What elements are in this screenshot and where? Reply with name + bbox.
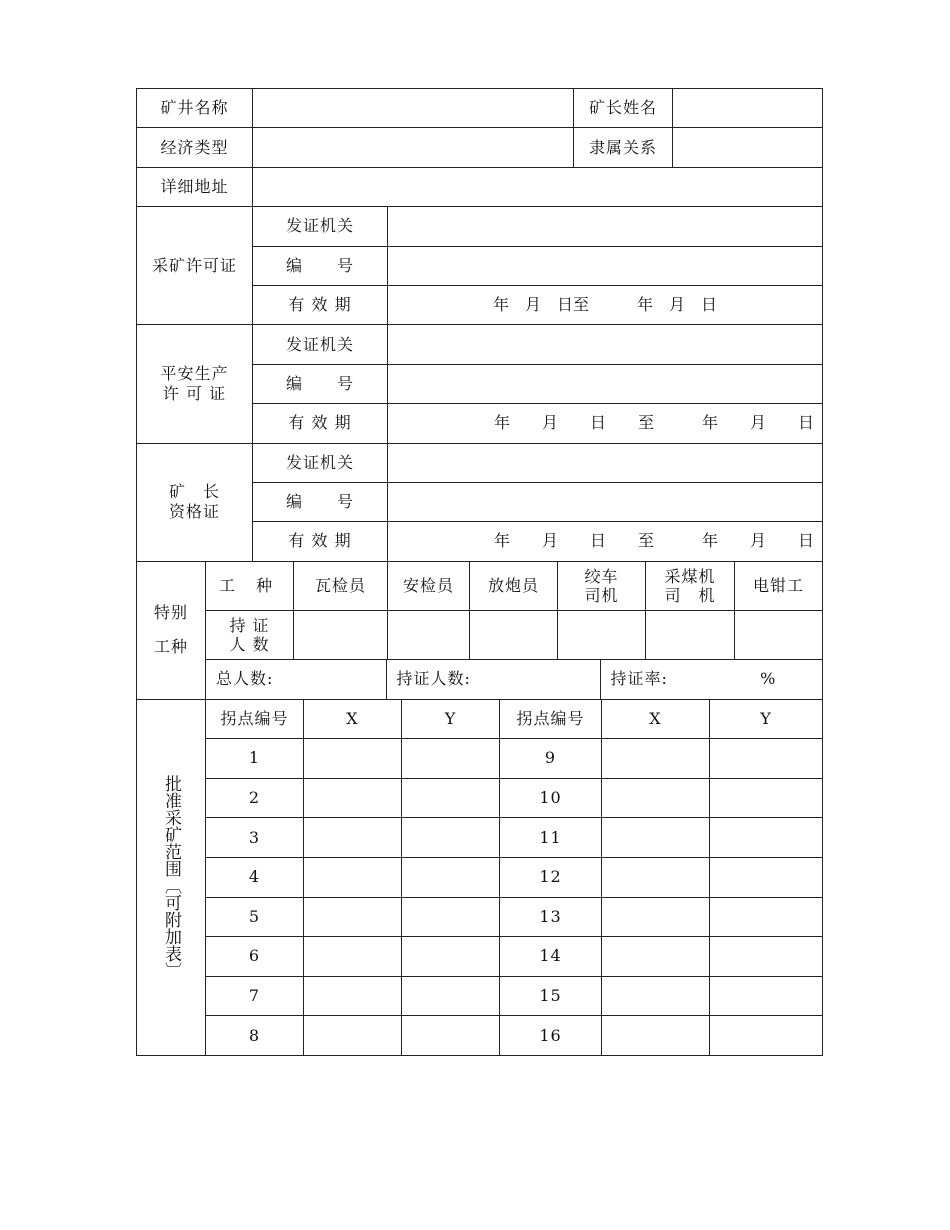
manager-name-label: 矿长姓名 (574, 89, 673, 128)
point-number: 15 (500, 976, 602, 1016)
point-y-field[interactable] (402, 1016, 500, 1056)
point-x-field[interactable] (304, 1016, 402, 1056)
job-types-row (137, 562, 823, 611)
point-number-header: 拐点编号 (500, 700, 602, 739)
job-winch-driver-line1: 绞车 (584, 566, 619, 586)
safety-permit-authority-row (137, 325, 823, 364)
mine-info-form (136, 88, 822, 1056)
point-number: 16 (500, 1016, 602, 1056)
point-number: 14 (500, 937, 602, 977)
manager-cert-label (137, 443, 253, 561)
safety-permit-validity-field[interactable]: 年 月 日 至 年 月 日 (388, 404, 823, 443)
point-x-field[interactable] (304, 976, 402, 1016)
job-type-header: 工 种 (206, 562, 294, 611)
job-shearer-driver-line1: 采煤机 (664, 566, 716, 586)
point-y-field[interactable] (402, 818, 500, 858)
point-x-field[interactable] (602, 739, 710, 779)
certified-total-label: 持证人数: (386, 660, 600, 698)
point-number: 2 (206, 778, 304, 818)
authority-label: 发证机关 (253, 443, 388, 482)
point-x-field[interactable] (304, 857, 402, 897)
job-shearer-driver-line2: 司 机 (664, 585, 716, 605)
range-header-row (137, 700, 823, 739)
job-electrician: 电钳工 (735, 562, 823, 611)
point-x-field[interactable] (602, 818, 710, 858)
certified-count-row (137, 611, 823, 660)
mining-permit-authority-row (137, 207, 823, 246)
point-number: 7 (206, 976, 304, 1016)
economy-type-field[interactable] (253, 128, 574, 167)
total-count-label: 总人数: (206, 660, 386, 698)
special-jobs-label-line1: 特别 (153, 603, 188, 623)
range-point-row (137, 778, 823, 818)
point-number: 13 (500, 897, 602, 937)
winch-driver-count-field[interactable] (558, 611, 646, 660)
electrician-count-field[interactable] (735, 611, 823, 660)
certified-count-label (206, 611, 294, 660)
totals-cell (206, 660, 823, 699)
point-y-field[interactable] (402, 739, 500, 779)
range-point-row (137, 739, 823, 779)
range-point-row (137, 1016, 823, 1056)
manager-cert-authority-field[interactable] (388, 443, 823, 482)
manager-cert-number-field[interactable] (388, 482, 823, 521)
validity-label: 有 效 期 (253, 285, 388, 324)
point-y-field[interactable] (402, 857, 500, 897)
mining-range-label-text: 批准采矿范围〔可附加表〕 (161, 775, 181, 980)
certified-count-label-line1: 持 证 (229, 616, 270, 636)
point-x-field[interactable] (602, 1016, 710, 1056)
point-y-field[interactable] (710, 739, 823, 779)
point-x-field[interactable] (602, 976, 710, 1016)
totals-inner-table (206, 660, 822, 698)
number-label: 编 号 (253, 246, 388, 285)
point-y-field[interactable] (402, 897, 500, 937)
range-point-row (137, 976, 823, 1016)
range-point-row (137, 818, 823, 858)
mine-name-row (137, 89, 823, 128)
point-number: 5 (206, 897, 304, 937)
point-number-header: 拐点编号 (206, 700, 304, 739)
mining-permit-number-field[interactable] (388, 246, 823, 285)
mine-name-field[interactable] (253, 89, 574, 128)
mining-permit-authority-field[interactable] (388, 207, 823, 246)
percent-unit: % (760, 669, 777, 689)
blaster-count-field[interactable] (470, 611, 558, 660)
job-winch-driver (558, 562, 646, 611)
mining-range-label (137, 700, 206, 1056)
mining-range-table (136, 700, 823, 1056)
point-y-field[interactable] (710, 778, 823, 818)
shearer-driver-count-field[interactable] (646, 611, 735, 660)
range-point-row (137, 857, 823, 897)
job-winch-driver-line2: 司机 (584, 585, 619, 605)
y-header: Y (402, 700, 500, 739)
affiliation-field[interactable] (673, 128, 823, 167)
point-y-field[interactable] (710, 857, 823, 897)
totals-row (137, 660, 823, 699)
economy-type-row (137, 128, 823, 167)
job-safety-inspector: 安检员 (388, 562, 470, 611)
manager-name-field[interactable] (673, 89, 823, 128)
special-jobs-table (136, 562, 823, 700)
job-gas-inspector: 瓦检员 (294, 562, 388, 611)
safety-permit-label-line1: 平安生产 (160, 363, 229, 383)
point-x-field[interactable] (304, 778, 402, 818)
manager-cert-label-line2: 资格证 (168, 502, 220, 522)
point-y-field[interactable] (710, 818, 823, 858)
point-y-field[interactable] (402, 937, 500, 977)
gas-inspector-count-field[interactable] (294, 611, 388, 660)
point-number: 9 (500, 739, 602, 779)
validity-label: 有 效 期 (253, 404, 388, 443)
point-x-field[interactable] (602, 897, 710, 937)
certified-rate-cell (600, 660, 822, 698)
address-row (137, 167, 823, 206)
safety-permit-label (137, 325, 253, 443)
point-x-field[interactable] (304, 818, 402, 858)
point-x-field[interactable] (602, 778, 710, 818)
point-y-field[interactable] (710, 937, 823, 977)
safety-permit-label-line2: 许 可 证 (162, 383, 227, 403)
point-x-field[interactable] (602, 857, 710, 897)
point-number: 3 (206, 818, 304, 858)
mining-permit-label: 采矿许可证 (137, 207, 253, 325)
certified-count-label-line2: 人 数 (229, 635, 270, 655)
point-number: 12 (500, 857, 602, 897)
economy-type-label: 经济类型 (137, 128, 253, 167)
mine-name-label: 矿井名称 (137, 89, 253, 128)
point-y-field[interactable] (710, 897, 823, 937)
address-field[interactable] (253, 167, 823, 206)
point-x-field[interactable] (602, 937, 710, 977)
validity-label: 有 效 期 (253, 522, 388, 561)
point-number: 4 (206, 857, 304, 897)
manager-cert-validity-field[interactable]: 年 月 日 至 年 月 日 (388, 522, 823, 561)
safety-inspector-count-field[interactable] (388, 611, 470, 660)
point-number: 8 (206, 1016, 304, 1056)
authority-label: 发证机关 (253, 325, 388, 364)
point-y-field[interactable] (402, 778, 500, 818)
general-permits-table (136, 88, 823, 562)
y-header: Y (710, 700, 823, 739)
point-y-field[interactable] (710, 976, 823, 1016)
safety-permit-number-field[interactable] (388, 364, 823, 403)
number-label: 编 号 (253, 364, 388, 403)
number-label: 编 号 (253, 482, 388, 521)
range-point-row (137, 897, 823, 937)
point-number: 11 (500, 818, 602, 858)
point-y-field[interactable] (710, 1016, 823, 1056)
x-header: X (602, 700, 710, 739)
job-blaster: 放炮员 (470, 562, 558, 611)
point-number: 10 (500, 778, 602, 818)
point-x-field[interactable] (304, 937, 402, 977)
point-x-field[interactable] (304, 897, 402, 937)
point-y-field[interactable] (402, 976, 500, 1016)
point-number: 1 (206, 739, 304, 779)
special-jobs-label (137, 562, 206, 699)
affiliation-label: 隶属关系 (574, 128, 673, 167)
special-jobs-label-line2: 工种 (153, 637, 188, 657)
safety-permit-authority-field[interactable] (388, 325, 823, 364)
x-header: X (304, 700, 402, 739)
point-x-field[interactable] (304, 739, 402, 779)
job-shearer-driver (646, 562, 735, 611)
address-label: 详细地址 (137, 167, 253, 206)
certified-rate-label: 持证率: (610, 669, 668, 689)
range-point-row (137, 937, 823, 977)
manager-cert-authority-row (137, 443, 823, 482)
authority-label: 发证机关 (253, 207, 388, 246)
mining-permit-validity-field[interactable]: 年 月 日至 年 月 日 (388, 285, 823, 324)
manager-cert-label-line1: 矿 长 (168, 482, 220, 502)
point-number: 6 (206, 937, 304, 977)
